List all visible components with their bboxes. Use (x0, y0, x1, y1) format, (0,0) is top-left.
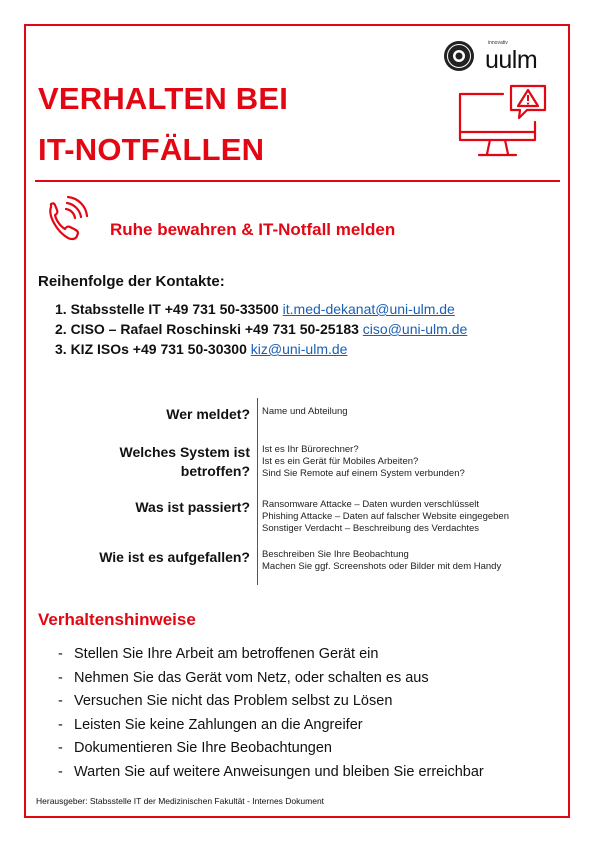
bullet-dash: - (58, 763, 63, 780)
subtitle: Ruhe bewahren & IT-Notfall melden (110, 220, 396, 239)
question-divider (257, 398, 258, 585)
answer-line: Name und Abteilung (262, 406, 348, 417)
hint-text: Stellen Sie Ihre Arbeit am betroffenen Gerät ein (74, 646, 379, 662)
hint-text: Leisten Sie keine Zahlungen an die Angreifer (74, 716, 363, 733)
hint-text: Dokumentieren Sie Ihre Beobachtungen (74, 740, 332, 756)
answer-line: Sonstiger Verdacht – Beschreibung des Verdachtes (262, 523, 480, 534)
list-item (58, 717, 484, 741)
uulm-logo: uulm (485, 46, 538, 74)
answer-block (262, 549, 501, 573)
list-item (58, 740, 484, 764)
contact-text: 3. KIZ ISOs +49 731 50-30300 (55, 341, 251, 357)
contact-item (55, 341, 347, 357)
bullet-dash: - (58, 669, 63, 686)
email-link[interactable]: it.med-dekanat@uni-ulm.de (282, 301, 455, 317)
email-link[interactable]: ciso@uni-ulm.de (362, 321, 468, 337)
list-item (58, 693, 484, 717)
answer-line: Phishing Attacke – Daten auf falscher Website eingegeben (262, 511, 509, 522)
answer-block (262, 444, 465, 480)
answer-block (262, 499, 509, 535)
title-line-2: IT-NOTFÄLLEN (38, 132, 265, 167)
bullet-dash: - (58, 740, 63, 756)
hint-text: Warten Sie auf weitere Anweisungen und bleiben Sie erreichbar (74, 763, 484, 780)
answer-line: Ist es Ihr Bürorechner? (262, 444, 359, 455)
logo-tagline: innovativ (488, 40, 508, 46)
list-item (58, 670, 484, 694)
bullet-dash: - (58, 693, 63, 709)
question-label (135, 498, 250, 517)
question-line: Wer meldet? (166, 406, 250, 422)
hint-text: Nehmen Sie das Gerät vom Netz, oder schalten es aus (74, 669, 429, 686)
answer-line: Beschreiben Sie Ihre Beobachtung (262, 549, 409, 560)
bullet-dash: - (58, 646, 63, 662)
header-divider (35, 180, 560, 182)
contact-item (55, 321, 467, 337)
answer-line: Ist es ein Gerät für Mobiles Arbeiten? (262, 456, 419, 467)
answer-line: Sind Sie Remote auf einem System verbunden? (262, 468, 465, 479)
bullet-dash: - (58, 716, 63, 733)
contact-text: 1. Stabsstelle IT +49 731 50-33500 (55, 301, 283, 317)
list-item (58, 764, 484, 788)
monitor-warning-icon (455, 82, 550, 164)
answer-block (262, 406, 348, 418)
question-line: Wie ist es aufgefallen? (99, 549, 250, 565)
contact-text: 2. CISO – Rafael Roschinski +49 731 50-25183 (55, 321, 363, 337)
hints-list (58, 646, 484, 787)
question-label (166, 405, 250, 424)
email-link[interactable]: kiz@uni-ulm.de (250, 341, 348, 357)
university-seal-icon (443, 40, 475, 72)
contact-item (55, 301, 455, 317)
answer-line: Ransomware Attacke – Daten wurden verschlüsselt (262, 499, 480, 510)
contacts-heading: Reihenfolge der Kontakte: (38, 273, 225, 290)
answer-line: Machen Sie ggf. Screenshots oder Bilder mit dem Handy (262, 561, 502, 572)
question-label (99, 548, 250, 567)
title-line-1: VERHALTEN BEI (38, 81, 289, 116)
list-item (58, 646, 484, 670)
question-line: Welches System ist (119, 444, 250, 460)
question-line: betroffen? (180, 463, 250, 479)
question-label (120, 443, 250, 481)
hint-text: Versuchen Sie nicht das Problem selbst zu Lösen (74, 693, 393, 709)
question-line: Was ist passiert? (135, 499, 250, 515)
hints-heading: Verhaltenshinweise (38, 610, 196, 629)
footer-text: Herausgeber: Stabsstelle IT der Medizinischen Fakultät - Internes Dokument (36, 796, 325, 806)
phone-ringing-icon (42, 195, 98, 245)
